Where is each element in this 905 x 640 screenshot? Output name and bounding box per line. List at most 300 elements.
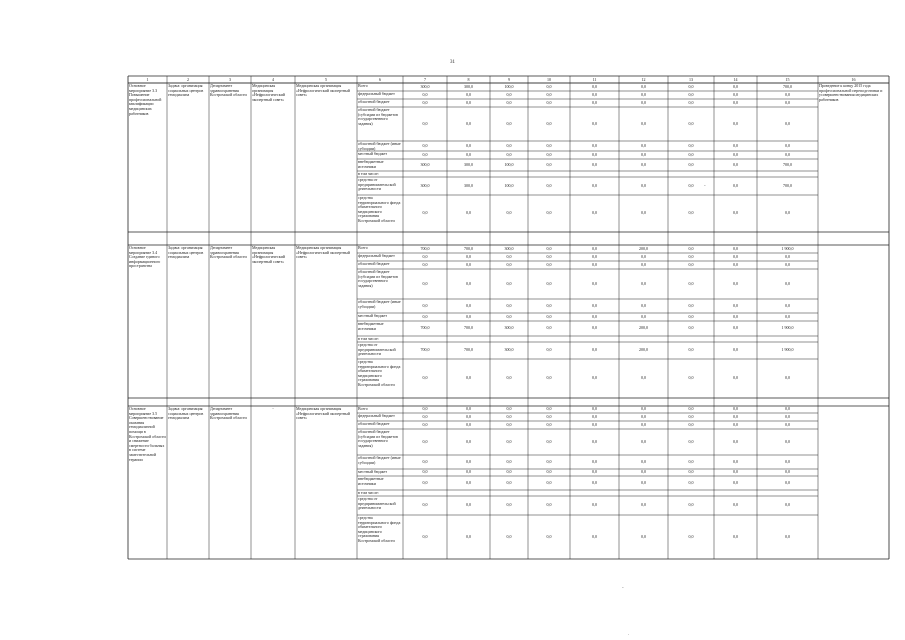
amount-cell: 0,0 [506,480,512,485]
funding-source-label: федеральный бюджет [358,92,395,96]
amount-cell: 0,0 [546,100,552,105]
task-description: Задача: организация социальных центров гемодиализа [168,84,204,98]
amount-cell: 0,0 [592,246,597,251]
amount-cell: 0,0 [641,414,646,419]
amount-cell: 0,0 [466,480,471,485]
amount-cell: 700,0 [783,84,792,89]
amount-cell: 700,0 [420,246,430,251]
amount-cell: 0,0 [785,407,790,411]
co-executor: Медицинская организация «Нефрологический экспертный совет» [296,84,350,98]
column-number-5: 5 [325,77,327,82]
amount-cell: 0,0 [506,254,512,259]
amount-cell: 0,0 [733,480,738,485]
amount-cell: 0,0 [422,480,428,485]
amount-cell: 0,0 [466,152,471,157]
funding-source-label: средства территориального фонда обязательного медицинского страхования Костромской области [358,516,401,543]
funding-source-label: областной бюджет [358,422,390,426]
expected-result [819,407,888,559]
amount-cell: 0,0 [506,439,512,444]
funding-source-label: федеральный бюджет [358,414,395,418]
amount-cell: 0,0 [688,470,694,474]
amount-cell: 0,0 [641,92,646,97]
amount-cell: 0,0 [688,152,694,157]
amount-cell: 0,0 [546,143,552,148]
amount-cell: 0,0 [641,84,646,89]
amount-cell: 0,0 [422,281,428,286]
amount-cell: 0,0 [422,92,428,97]
amount-cell: 0,0 [733,439,738,444]
amount-cell: 0,0 [546,303,552,308]
amount-cell: 200,0 [639,326,648,330]
amount-cell: 0,0 [785,480,790,485]
column-number-1: 1 [146,77,149,82]
funding-source-label: в том числе: [358,491,379,495]
amount-cell: 0,0 [785,470,790,474]
participant: - [272,407,274,411]
amount-cell: 0,0 [733,534,738,539]
amount-cell: 0,0 [592,143,597,148]
column-number-15: 15 [785,77,790,82]
amount-cell [668,337,714,342]
amount-cell: 0,0 [546,414,552,419]
amount-cell: 0,0 [422,459,428,464]
participant: Медицинская организация «Нефрологический экспертный совет» [252,84,285,102]
activity-name: Основное мероприятие 3.5 Совершенствование оказания гемодиализной помощи в Костромской области и снижение смертности больных в системе заместительной терапии [129,407,166,462]
amount-cell: 0,0 [785,100,790,105]
amount-cell: 0,0 [785,152,790,157]
amount-cell: 0,0 [466,534,471,539]
funding-source-label: местный бюджет [358,470,387,474]
amount-cell: 0,0 [785,143,790,148]
amount-cell: 300,0 [504,246,514,251]
funding-source-label: областной бюджет (иные субсидии) [358,142,401,151]
amount-cell: 0,0 [546,262,552,267]
amount-cell: 700,0 [464,326,473,330]
funding-source-label: областной бюджет [358,262,390,266]
amount-cell: 0,0 [592,262,597,267]
amount-cell: 0,0 [733,246,738,251]
amount-cell: 0,0 [422,407,428,411]
amount-cell: 0,0 [785,314,790,319]
funding-source-label: местный бюджет [358,152,387,156]
amount-cell: 0,0 [688,459,694,464]
amount-cell: 0,0 [422,143,428,148]
amount-cell: 0,0 [546,152,552,157]
task-description: Задача: организация социальных центров гемодиализа [168,407,204,421]
amount-cell: 0,0 [466,262,471,267]
amount-cell: 0,0 [422,422,428,427]
amount-cell: 0,0 [592,183,597,188]
amount-cell: 0,0 [466,503,471,507]
amount-cell: 0,0 [466,303,471,308]
column-number-8: 8 [467,77,470,82]
amount-cell [528,172,570,177]
column-number-2: 2 [187,77,189,82]
amount-cell: 0,0 [546,92,552,97]
responsible-executor: Департамент здравоохранения Костромской области [210,407,247,421]
amount-cell: 700,0 [464,246,473,251]
amount-cell: 0,0 [592,281,597,286]
amount-cell: 0,0 [641,459,646,464]
amount-cell: 0,0 [733,211,738,215]
amount-cell: 0,0 [422,211,428,215]
funding-source-label: средства от предпринимательской деятельности [358,178,396,192]
amount-cell [714,172,757,177]
funding-source-label: внебюджетные источники [358,477,384,486]
amount-cell: 0,0 [733,376,738,380]
funding-source-label: внебюджетные источники [358,160,384,169]
amount-cell: 0,0 [422,303,428,308]
amount-cell: 0,0 [592,326,597,330]
amount-cell: 0,0 [688,414,694,419]
expected-result: Проведение к концу 2015 года профессиональной переподготовки и усовершенствования медицинских работников [819,84,883,102]
amount-cell: 300,0 [420,162,430,167]
amount-cell: 0,0 [641,281,646,286]
amount-cell: 0,0 [506,314,512,319]
amount-cell: 0,0 [641,376,646,380]
amount-cell: 0,0 [592,459,597,464]
amount-cell: 0,0 [733,348,738,352]
amount-cell: 0,0 [641,183,646,188]
amount-cell: 0,0 [688,534,694,539]
amount-cell: 0,0 [506,143,512,148]
amount-cell: 0,0 [546,534,552,539]
amount-cell: 0,0 [641,262,646,267]
amount-cell [490,491,528,496]
funding-source-label: внебюджетные источники [358,322,384,331]
amount-cell: 0,0 [546,254,552,259]
amount-cell: 200,0 [639,348,648,352]
amount-cell: 300,0 [464,162,473,167]
amount-cell: 0,0 [733,470,738,474]
amount-cell [570,172,619,177]
column-number-10: 10 [547,77,551,82]
amount-cell: 300,0 [420,183,430,188]
amount-cell [403,172,447,177]
amount-cell: 0,0 [785,503,790,507]
amount-cell: 0,0 [422,262,428,267]
amount-cell: 0,0 [546,503,552,507]
amount-cell: 0,0 [733,254,738,259]
amount-cell: 0,0 [506,100,512,105]
amount-cell: 0,0 [466,211,471,215]
amount-cell: 300,0 [504,326,514,330]
amount-cell: 0,0 [422,470,428,474]
amount-cell: 0,0 [466,470,471,474]
funding-source-label: областной бюджет (субсидии из бюджетов государственного задания) [358,108,398,126]
amount-cell: 0,0 [546,281,552,286]
amount-cell: 0,0 [422,439,428,444]
amount-cell [490,172,528,177]
amount-cell: 0,0 [592,121,597,126]
amount-cell: 0,0 [466,143,471,148]
amount-cell: 0,0 [592,100,597,105]
amount-cell [447,491,490,496]
amount-cell: 0,0 [733,183,738,188]
amount-cell: 100,0 [504,84,514,89]
amount-cell: 0,0 [785,534,790,539]
amount-cell: 0,0 [546,470,552,474]
amount-cell [757,491,818,496]
amount-cell: 0,0 [592,534,597,539]
amount-cell: 0,0 [688,162,694,167]
amount-cell: 0,0 [688,407,694,411]
amount-cell: 0,0 [733,152,738,157]
column-number-4: 4 [272,77,274,82]
amount-cell: 0,0 [688,480,694,485]
amount-cell: 0,0 [641,470,646,474]
amount-cell: 0,0 [506,414,512,419]
amount-cell: 0,0 [688,121,694,126]
amount-cell: 0,0 [785,211,790,215]
amount-cell [619,337,668,342]
amount-cell: 0,0 [506,459,512,464]
amount-cell: 0,0 [641,439,646,444]
amount-cell: 0,0 [785,303,790,308]
task-description: Задача: организация социальных центров гемодиализа [168,246,204,260]
amount-cell [447,337,490,342]
amount-cell: 0,0 [733,143,738,148]
amount-cell: 0,0 [506,303,512,308]
amount-cell: 0,0 [688,92,694,97]
amount-cell: 700,0 [783,162,792,167]
amount-cell: 0,0 [785,439,790,444]
column-number-9: 9 [508,77,510,82]
amount-cell: 0,0 [733,162,738,167]
amount-cell: 0,0 [592,414,597,419]
amount-cell: 0,0 [733,92,738,97]
amount-cell: 300,0 [464,183,473,188]
amount-cell: 0,0 [592,480,597,485]
amount-cell: 0,0 [466,100,471,105]
amount-cell: 0,0 [592,152,597,157]
amount-cell: 0,0 [506,534,512,539]
amount-cell: 0,0 [466,92,471,97]
funding-source-label: областной бюджет (иные субсидии) [358,456,401,465]
amount-cell: 0,0 [422,121,428,126]
amount-cell: 0,0 [641,152,646,157]
co-executor: Медицинская организация «Нефрологический экспертный совет» [296,246,350,260]
activity-name: Основное мероприятие 3.4 Создание единого информационного пространства [129,246,161,269]
amount-cell [403,337,447,342]
amount-cell: 300,0 [420,84,430,89]
amount-cell: 0,0 [733,262,738,267]
amount-cell: 0,0 [641,100,646,105]
amount-cell: 0,0 [592,92,597,97]
funding-source-label: в том числе: [358,337,379,341]
column-number-14: 14 [733,77,738,82]
amount-cell: 0,0 [466,376,471,380]
amount-cell: 700,0 [420,326,430,330]
amount-cell: 0,0 [641,121,646,126]
amount-cell: 0,0 [506,152,512,157]
amount-cell [570,491,619,496]
amount-cell: 0,0 [546,422,552,427]
amount-cell: 0,0 [733,414,738,419]
amount-cell [668,172,714,177]
amount-cell: 0,0 [688,503,694,507]
amount-cell [490,337,528,342]
amount-cell: 0,0 [546,183,552,188]
amount-cell [447,172,490,177]
amount-cell: 100,0 [504,162,514,167]
amount-cell: 0,0 [641,534,646,539]
page-number: 31 [450,60,455,65]
amount-cell: 0,0 [733,281,738,286]
amount-cell: 0,0 [546,439,552,444]
amount-cell: 1 900,0 [781,326,794,330]
amount-cell: 0,0 [546,211,552,215]
amount-cell: 0,0 [641,162,646,167]
amount-cell: 0,0 [422,152,428,157]
amount-cell [619,172,668,177]
amount-cell: 0,0 [506,211,512,215]
responsible-executor: Департамент здравоохранения Костромской области [210,84,247,98]
amount-cell: 0,0 [506,92,512,97]
funding-source-label: Всего [358,407,368,411]
amount-cell: 0,0 [592,314,597,319]
amount-cell: 700,0 [464,348,473,352]
amount-cell: 0,0 [688,100,694,105]
activity-name: Основное мероприятие 3.3 Повышение профессиональной квалификации медицинских работников [129,84,162,116]
funding-source-label: областной бюджет [358,100,390,104]
amount-cell: 0,0 [641,503,646,507]
amount-cell: 0,0 [592,84,597,89]
amount-cell: 0,0 [546,162,552,167]
amount-cell [528,491,570,496]
amount-cell: 700,0 [783,183,792,188]
amount-cell: 0,0 [466,281,471,286]
amount-cell: 0,0 [688,183,694,188]
amount-cell: 0,0 [466,254,471,259]
expected-result [819,246,888,398]
amount-cell: 0,0 [733,326,738,330]
amount-cell: 0,0 [466,121,471,126]
amount-cell: 0,0 [506,422,512,427]
funding-source-label: Всего [358,246,368,250]
amount-cell: 0,0 [546,407,552,411]
amount-cell: 0,0 [688,211,694,215]
amount-cell: 0,0 [688,254,694,259]
amount-cell: 0,0 [592,503,597,507]
amount-cell: 0,0 [592,211,597,215]
amount-cell: 0,0 [688,246,694,251]
scan-mark: . [628,632,630,637]
amount-cell: 0,0 [785,414,790,419]
amount-cell: 0,0 [733,121,738,126]
co-executor: Медицинская организация «Нефрологический экспертный совет» [296,407,350,421]
amount-cell: 0,0 [688,303,694,308]
amount-cell: 0,0 [466,439,471,444]
amount-cell: 0,0 [422,414,428,419]
amount-cell: 0,0 [733,459,738,464]
amount-cell: 0,0 [641,303,646,308]
amount-cell: 0,0 [546,121,552,126]
column-number-3: 3 [229,77,231,82]
amount-cell [714,337,757,342]
amount-cell: 0,0 [592,254,597,259]
amount-cell: 0,0 [733,303,738,308]
funding-source-label: местный бюджет [358,314,387,318]
scan-mark: - [704,184,706,189]
amount-cell: 0,0 [592,470,597,474]
amount-cell: 0,0 [688,422,694,427]
amount-cell: 0,0 [785,376,790,380]
amount-cell: 0,0 [506,121,512,126]
funding-source-label: средства территориального фонда обязательного медицинского страхования Костромской области [358,360,401,387]
amount-cell: 300,0 [464,84,473,89]
amount-cell: 0,0 [785,262,790,267]
column-number-13: 13 [689,77,693,82]
column-number-6: 6 [379,77,381,82]
amount-cell: 0,0 [785,121,790,126]
amount-cell: 0,0 [506,376,512,380]
amount-cell: 0,0 [422,503,428,507]
amount-cell [668,491,714,496]
amount-cell: 0,0 [688,143,694,148]
amount-cell: 0,0 [688,84,694,89]
funding-source-label: областной бюджет (субсидии из бюджетов государственного задания) [358,430,398,448]
amount-cell: 0,0 [546,326,552,330]
amount-cell: 0,0 [506,503,512,507]
participant: Медицинская организация «Нефрологический экспертный совет» [252,246,285,264]
amount-cell: 0,0 [785,459,790,464]
amount-cell: 0,0 [592,162,597,167]
amount-cell: 0,0 [546,459,552,464]
amount-cell: 0,0 [506,407,512,411]
funding-source-label: федеральный бюджет [358,254,395,258]
amount-cell: 0,0 [592,348,597,352]
funding-source-label: средства от предпринимательской деятельности [358,343,396,357]
amount-cell: 0,0 [641,143,646,148]
amount-cell: 0,0 [546,376,552,380]
amount-cell: 0,0 [688,326,694,330]
amount-cell: 0,0 [422,376,428,380]
amount-cell: 0,0 [592,407,597,411]
amount-cell: 0,0 [422,314,428,319]
funding-source-label: Всего [358,84,368,88]
amount-cell [714,491,757,496]
amount-cell: 100,0 [504,183,514,188]
amount-cell: 0,0 [422,100,428,105]
amount-cell: 0,0 [641,480,646,485]
amount-cell: 0,0 [641,211,646,215]
amount-cell: 0,0 [688,281,694,286]
amount-cell: 0,0 [733,84,738,89]
amount-cell: 0,0 [785,281,790,286]
amount-cell: 1 900,0 [781,348,794,352]
amount-cell: 0,0 [641,254,646,259]
amount-cell: 0,0 [546,480,552,485]
amount-cell: 0,0 [688,262,694,267]
amount-cell: 0,0 [785,254,790,259]
amount-cell: 1 900,0 [781,246,794,251]
amount-cell: 0,0 [733,314,738,319]
amount-cell: 0,0 [641,422,646,427]
funding-source-label: средства от предпринимательской деятельности [358,497,396,511]
amount-cell: 200,0 [639,246,648,251]
amount-cell: 0,0 [733,100,738,105]
amount-cell: 0,0 [641,407,646,411]
amount-cell: 0,0 [785,92,790,97]
responsible-executor: Департамент здравоохранения Костромской области [210,246,247,260]
column-number-7: 7 [424,77,426,82]
amount-cell: 0,0 [733,503,738,507]
amount-cell: 0,0 [592,439,597,444]
amount-cell: 0,0 [688,314,694,319]
amount-cell: 0,0 [546,84,552,89]
amount-cell: 700,0 [420,348,430,352]
